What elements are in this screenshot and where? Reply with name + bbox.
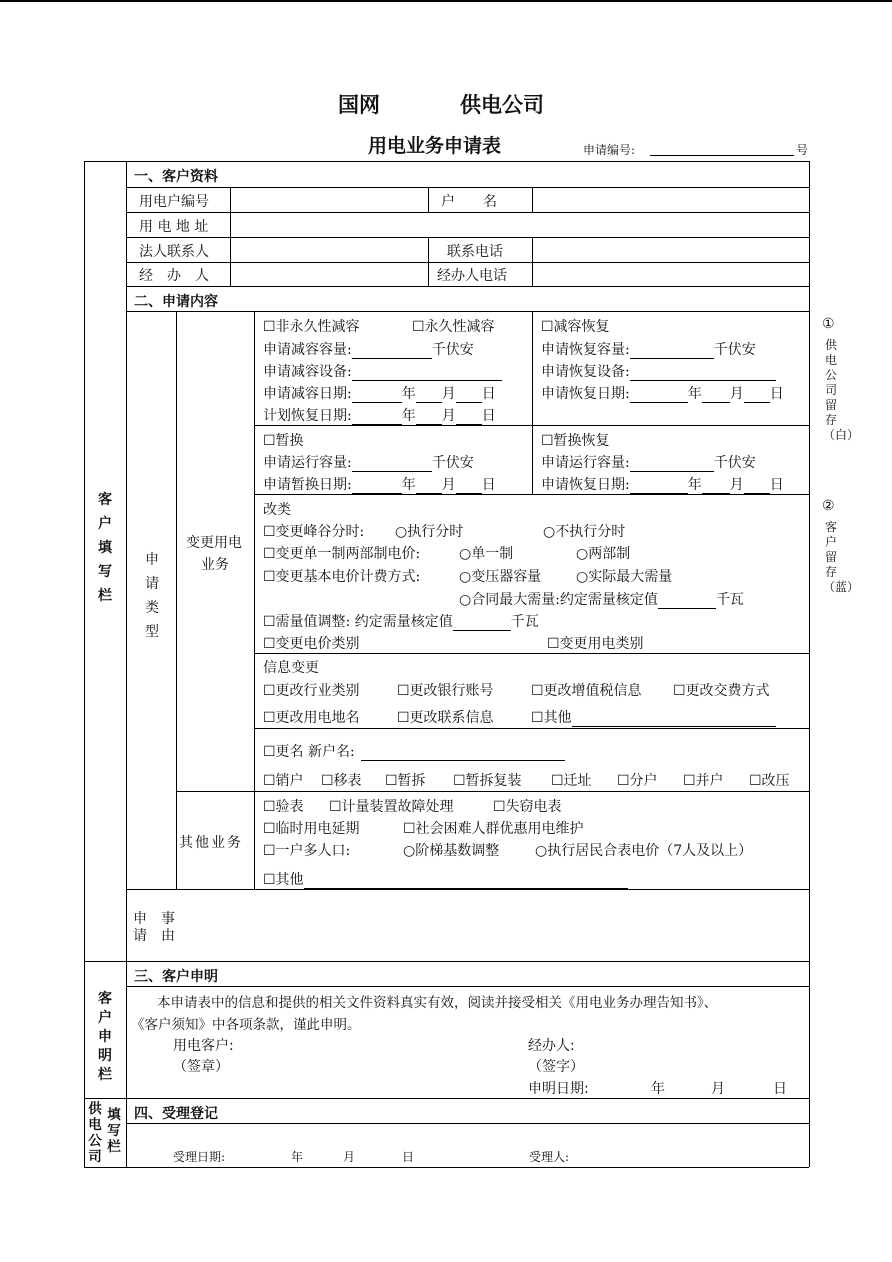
phone-label: 联系电话 xyxy=(447,244,503,260)
company-name-left: 国网 xyxy=(338,93,380,117)
legal-contact-field[interactable] xyxy=(232,239,426,260)
reason-label-b: 请 由 xyxy=(133,928,175,944)
declare-date-label: 申明日期: xyxy=(528,1081,589,1097)
customer-declare-column-label: 客户申明栏 xyxy=(98,991,112,1083)
pause-capacity-label: 申请运行容量: xyxy=(263,455,352,471)
user-name-field[interactable] xyxy=(534,189,807,210)
option-split-account[interactable]: ☐分户 xyxy=(617,773,658,789)
restore-equipment-field[interactable] xyxy=(630,366,776,381)
user-name-label: 户 名 xyxy=(441,194,497,210)
other-business-label: 其他业务 xyxy=(179,835,243,851)
option-change-voltage[interactable]: ☐改压 xyxy=(749,773,790,789)
demand-adjust-field[interactable] xyxy=(453,616,511,631)
company-fill-label-b: 填写栏 xyxy=(107,1107,121,1155)
reason-label-a: 申 事 xyxy=(133,911,175,927)
plan-restore-year[interactable] xyxy=(352,410,402,425)
agent-phone-label: 经办人电话 xyxy=(437,268,507,284)
legal-contact-label: 法人联系人 xyxy=(139,244,209,260)
year-unit: 年 xyxy=(401,386,416,402)
plan-restore-date-label: 计划恢复日期: xyxy=(263,408,352,424)
option-change-price-category[interactable]: ☐变更电价类别 xyxy=(263,636,360,652)
customer-seal-label: （签章） xyxy=(173,1059,229,1075)
option-move-meter[interactable]: ☐移表 xyxy=(321,773,362,789)
restore-date-day[interactable] xyxy=(744,388,770,403)
reduce-equipment-label: 申请减容设备: xyxy=(263,364,352,380)
application-type-label: 申请类型 xyxy=(145,552,159,640)
pause-restore-date-label: 申请恢复日期: xyxy=(541,477,630,493)
user-number-field[interactable] xyxy=(232,189,426,210)
option-demand-adjust[interactable]: ☐需量值调整: 约定需量核定值 xyxy=(263,614,453,630)
option-change-payment[interactable]: ☐更改交费方式 xyxy=(673,683,770,699)
option-multi-person[interactable]: ☐一户多人口: xyxy=(263,843,351,859)
receiver-label: 受理人: xyxy=(529,1150,570,1164)
declare-sign-label: （签字） xyxy=(528,1059,584,1075)
radio-transformer-capacity[interactable]: ○变压器容量 xyxy=(459,569,542,585)
info-change-title: 信息变更 xyxy=(263,660,319,676)
year-unit: 年 xyxy=(401,477,416,493)
pause-restore-capacity-label: 申请运行容量: xyxy=(541,455,630,471)
contract-demand-field[interactable] xyxy=(658,594,716,609)
option-basic-price-method[interactable]: ☐变更基本电价计费方式: xyxy=(263,569,421,585)
kw-unit: 千瓦 xyxy=(715,592,744,608)
option-peak-valley[interactable]: ☐变更峰谷分时: xyxy=(263,524,365,540)
new-name-field[interactable] xyxy=(361,746,565,761)
month-unit: 月 xyxy=(729,386,744,402)
kw-unit: 千瓦 xyxy=(510,614,539,630)
address-label: 用 电 地 址 xyxy=(139,219,209,235)
option-stolen-meter[interactable]: ☐失窃电表 xyxy=(493,799,562,815)
declaration-text-line1: 本申请表中的信息和提供的相关文件资料真实有效，阅读并接受相关《用电业务办理告知书》、 xyxy=(157,995,718,1011)
accept-date-month: 月 xyxy=(343,1150,356,1164)
option-change-address-name[interactable]: ☐更改用电地名 xyxy=(263,710,360,726)
option-change-bank[interactable]: ☐更改银行账号 xyxy=(397,683,494,699)
pause-restore-date-year[interactable] xyxy=(630,479,688,494)
accept-date-day: 日 xyxy=(402,1150,415,1164)
restore-capacity-label: 申请恢复容量: xyxy=(541,342,630,358)
month-unit: 月 xyxy=(729,477,744,493)
option-nonpermanent-reduce[interactable]: ☐非永久性减容 xyxy=(263,319,360,335)
reduce-equipment-field[interactable] xyxy=(352,366,502,381)
application-number-field[interactable] xyxy=(650,141,794,156)
option-info-other[interactable]: ☐其他 xyxy=(531,710,572,726)
option-change-vat[interactable]: ☐更改增值税信息 xyxy=(531,683,642,699)
accept-date-year: 年 xyxy=(291,1150,304,1164)
copy1-note: 供电公司留存（白） xyxy=(823,338,860,442)
option-single-two-part[interactable]: ☐变更单一制两部制电价: xyxy=(263,546,421,562)
pause-restore-date-month[interactable] xyxy=(702,479,730,494)
reduce-capacity-label: 申请减容容量: xyxy=(263,342,352,358)
reduce-date-month[interactable] xyxy=(416,388,442,403)
customer-signature-label: 用电客户: xyxy=(173,1038,234,1054)
change-business-label-1: 变更用电 xyxy=(186,535,242,551)
reduce-capacity-unit: 千伏安 xyxy=(431,342,474,358)
option-change-contact[interactable]: ☐更改联系信息 xyxy=(397,710,494,726)
reduce-capacity-field[interactable] xyxy=(352,344,432,359)
agent-field[interactable] xyxy=(232,264,426,285)
copy2-note: 客户留存（蓝） xyxy=(823,520,860,594)
option-permanent-reduce[interactable]: ☐永久性减容 xyxy=(412,319,495,335)
option-reduce-restore[interactable]: ☐减容恢复 xyxy=(541,319,610,335)
reduce-date-year[interactable] xyxy=(352,388,402,403)
company-fill-label-a: 供电公司 xyxy=(88,1101,102,1165)
declaration-text-line2: 《客户须知》中各项条款，谨此申明。 xyxy=(131,1017,361,1033)
top-border-line xyxy=(0,0,892,2)
reduce-date-label: 申请减容日期: xyxy=(263,386,352,402)
restore-date-month[interactable] xyxy=(702,388,730,403)
pause-date-day[interactable] xyxy=(456,479,482,494)
radio-two-part[interactable]: ○两部制 xyxy=(576,546,631,562)
option-change-industry[interactable]: ☐更改行业类别 xyxy=(263,683,360,699)
reason-field[interactable] xyxy=(178,892,807,958)
declare-date-day: 日 xyxy=(773,1081,787,1097)
company-name-right: 供电公司 xyxy=(460,93,544,117)
year-unit: 年 xyxy=(401,408,416,424)
option-needy-discount[interactable]: ☐社会困难人群优惠用电维护 xyxy=(403,821,584,837)
other-business-field[interactable] xyxy=(304,874,628,889)
declare-date-year: 年 xyxy=(651,1081,665,1097)
pause-date-month[interactable] xyxy=(416,479,442,494)
option-change-usage-category[interactable]: ☐变更用电类别 xyxy=(547,636,644,652)
option-merge-account[interactable]: ☐并户 xyxy=(683,773,724,789)
pause-restore-capacity-field[interactable] xyxy=(630,457,714,472)
month-unit: 月 xyxy=(441,408,456,424)
day-unit: 日 xyxy=(769,477,784,493)
radio-actual-max-demand[interactable]: ○实际最大需量 xyxy=(576,569,673,585)
year-unit: 年 xyxy=(687,386,702,402)
section3-heading: 三、客户申明 xyxy=(134,969,218,985)
month-unit: 月 xyxy=(441,386,456,402)
pause-restore-date-day[interactable] xyxy=(744,479,770,494)
option-other-business[interactable]: ☐其他 xyxy=(263,872,304,888)
option-verify-meter[interactable]: ☐验表 xyxy=(263,799,304,815)
copy2-number: ② xyxy=(822,498,835,514)
radio-time-of-use[interactable]: ○执行分时 xyxy=(395,524,464,540)
reduce-date-day[interactable] xyxy=(456,388,482,403)
copy1-number: ① xyxy=(822,316,835,332)
radio-resident-combined-price[interactable]: ○执行居民合表电价（7人及以上） xyxy=(535,843,753,859)
option-pause-restore[interactable]: ☐暂换恢复 xyxy=(541,433,610,449)
section2-heading: 二、申请内容 xyxy=(134,294,218,310)
pause-capacity-unit: 千伏安 xyxy=(431,455,474,471)
info-other-field[interactable] xyxy=(572,712,776,727)
radio-tier-base-adjust[interactable]: ○阶梯基数调整 xyxy=(403,843,500,859)
option-meter-fault[interactable]: ☐计量装置故障处理 xyxy=(329,799,454,815)
restore-date-year[interactable] xyxy=(630,388,688,403)
radio-contract-max-demand[interactable]: ○合同最大需量:约定需量核定值 xyxy=(459,592,658,608)
pause-date-label: 申请暂换日期: xyxy=(263,477,352,493)
month-unit: 月 xyxy=(441,477,456,493)
option-relocate[interactable]: ☐迁址 xyxy=(551,773,592,789)
option-pause[interactable]: ☐暂换 xyxy=(263,433,304,449)
address-field[interactable] xyxy=(232,214,807,235)
reclass-title: 改类 xyxy=(263,502,291,518)
accept-date-label: 受理日期: xyxy=(173,1150,226,1164)
day-unit: 日 xyxy=(481,477,496,493)
plan-restore-day[interactable] xyxy=(456,410,482,425)
change-business-label-2: 业务 xyxy=(201,557,229,573)
application-number-suffix: 号 xyxy=(796,143,809,157)
pause-date-year[interactable] xyxy=(352,479,402,494)
pause-capacity-field[interactable] xyxy=(352,457,432,472)
user-number-label: 用电户编号 xyxy=(139,194,209,210)
plan-restore-month[interactable] xyxy=(416,410,442,425)
section4-heading: 四、受理登记 xyxy=(134,1106,218,1122)
restore-equipment-label: 申请恢复设备: xyxy=(541,364,630,380)
agent-label: 经 办 人 xyxy=(139,268,209,284)
day-unit: 日 xyxy=(481,386,496,402)
restore-date-label: 申请恢复日期: xyxy=(541,386,630,402)
restore-capacity-unit: 千伏安 xyxy=(713,342,756,358)
phone-field[interactable] xyxy=(534,239,807,260)
option-temp-remove-reinstall[interactable]: ☐暂拆复装 xyxy=(453,773,522,789)
declare-date-month: 月 xyxy=(711,1081,725,1097)
year-unit: 年 xyxy=(687,477,702,493)
declare-agent-label: 经办人: xyxy=(528,1038,575,1054)
section1-heading: 一、客户资料 xyxy=(134,169,218,185)
day-unit: 日 xyxy=(481,408,496,424)
pause-restore-capacity-unit: 千伏安 xyxy=(713,455,756,471)
option-close-account[interactable]: ☐销户 xyxy=(263,773,304,789)
agent-phone-field[interactable] xyxy=(534,264,807,285)
option-temp-extend[interactable]: ☐临时用电延期 xyxy=(263,821,360,837)
application-number-label: 申请编号: xyxy=(583,143,636,157)
option-rename[interactable]: ☐更名 新户名: xyxy=(263,744,355,760)
day-unit: 日 xyxy=(769,386,784,402)
form-title: 用电业务申请表 xyxy=(368,135,502,157)
radio-single-part[interactable]: ○单一制 xyxy=(459,546,514,562)
restore-capacity-field[interactable] xyxy=(630,344,714,359)
option-temp-remove[interactable]: ☐暂拆 xyxy=(385,773,426,789)
radio-no-time-of-use[interactable]: ○不执行分时 xyxy=(543,524,626,540)
customer-fill-column-label: 客户填写栏 xyxy=(98,492,112,604)
